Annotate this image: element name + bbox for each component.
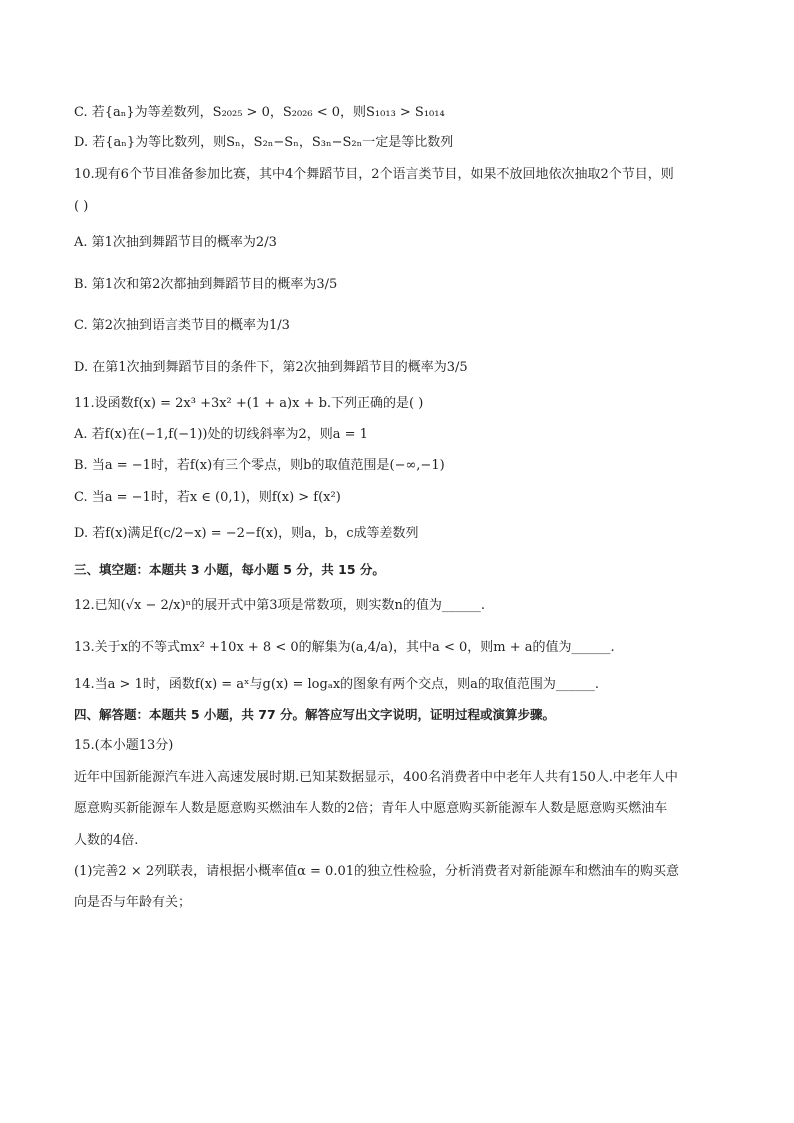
question-15-part-1-cont: 向是否与年龄有关；: [74, 895, 192, 910]
option-9d: D. 若{aₙ}为等比数列，则Sₙ，S₂ₙ−Sₙ，S₃ₙ−S₂ₙ一定是等比数列: [74, 135, 454, 150]
question-15-paragraph-2: 愿意购买新能源车人数是愿意购买燃油车人数的2倍；青年人中愿意购买新能源车人数是愿意购买燃油车: [74, 801, 668, 816]
option-10b: B. 第1次和第2次都抽到舞蹈节目的概率为3/5: [74, 277, 338, 292]
section-solution-heading: 四、解答题：本题共 5 小题，共 77 分。解答应写出文字说明，证明过程或演算步骤。: [74, 707, 556, 722]
question-11-stem: 11.设函数f(x) = 2x³ +3x² +(1 + a)x + b.下列正确的是( ): [74, 396, 424, 411]
question-15-part-1: (1)完善2 × 2列联表，请根据小概率值α = 0.01的独立性检验，分析消费者对新能源车和燃油车的购买意: [74, 864, 679, 879]
option-9c: C. 若{aₙ}为等差数列，S₂₀₂₅ > 0，S₂₀₂₆ < 0，则S₁₀₁₃ > S₁₀₁₄: [74, 105, 445, 120]
section-fill-in-heading: 三、填空题：本题共 3 小题，每小题 5 分，共 15 分。: [74, 562, 385, 577]
question-14: 14.当a > 1时，函数f(x) = aˣ与g(x) = logₐx的图象有两个交点，则a的取值范围为______.: [74, 677, 600, 692]
question-15-paragraph-3: 人数的4倍.: [74, 833, 139, 848]
option-10d: D. 在第1次抽到舞蹈节目的条件下，第2次抽到舞蹈节目的概率为3/5: [74, 360, 468, 375]
question-10-stem: 10.现有6个节目准备参加比赛，其中4个舞蹈节目，2个语言类节目，如果不放回地依次抽取2个节目，则: [74, 167, 674, 182]
question-15-title: 15.(本小题13分): [74, 738, 174, 753]
option-11a: A. 若f(x)在(−1,f(−1))处的切线斜率为2，则a = 1: [74, 427, 368, 442]
question-10-answer-blank: ( ): [74, 199, 89, 214]
option-10a: A. 第1次抽到舞蹈节目的概率为2/3: [74, 235, 277, 250]
option-10c: C. 第2次抽到语言类节目的概率为1/3: [74, 318, 290, 333]
option-11d: D. 若f(x)满足f(c/2−x) = −2−f(x)，则a，b，c成等差数列: [74, 526, 419, 541]
option-11b: B. 当a = −1时，若f(x)有三个零点，则b的取值范围是(−∞,−1): [74, 458, 445, 473]
option-11c: C. 当a = −1时，若x ∈ (0,1)，则f(x) > f(x²): [74, 490, 341, 505]
question-15-paragraph-1: 近年中国新能源汽车进入高速发展时期.已知某数据显示，400名消费者中中老年人共有150人.中老年人中: [74, 770, 678, 785]
question-12: 12.已知(√x − 2/x)ⁿ的展开式中第3项是常数项，则实数n的值为______.: [74, 598, 485, 613]
question-13: 13.关于x的不等式mx² +10x + 8 < 0的解集为(a,4/a)，其中a < 0，则m + a的值为______.: [74, 640, 615, 655]
